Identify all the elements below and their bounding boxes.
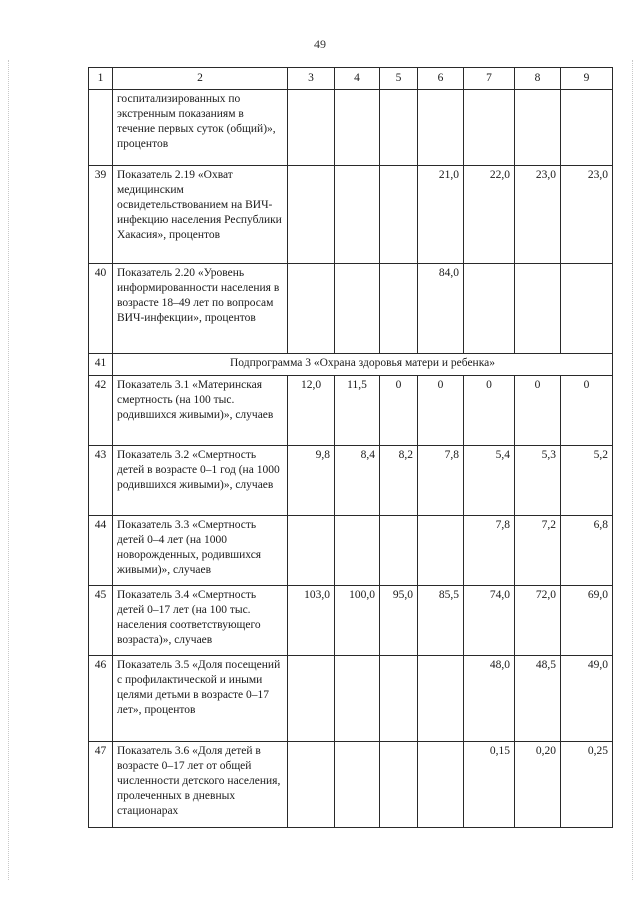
value-cell	[464, 264, 515, 354]
value-cell	[561, 264, 613, 354]
value-cell: 100,0	[335, 586, 380, 656]
row-number: 41	[89, 354, 113, 376]
value-cell	[288, 90, 335, 166]
row-number: 46	[89, 656, 113, 742]
indicator-description: Показатель 3.1 «Материнская смертность (на 100 тыс. родившихся живыми)», случаев	[113, 376, 288, 446]
value-cell	[464, 90, 515, 166]
row-number: 39	[89, 166, 113, 264]
value-cell	[335, 90, 380, 166]
column-header: 7	[464, 68, 515, 90]
page-number: 49	[314, 37, 326, 51]
indicator-description: Показатель 3.5 «Доля посещений с профилактической и иными целями детьми в возрасте 0–17 лет», процентов	[113, 656, 288, 742]
value-cell: 23,0	[561, 166, 613, 264]
value-cell: 0	[418, 376, 464, 446]
subprogram-row	[89, 354, 613, 376]
value-cell: 103,0	[288, 586, 335, 656]
value-cell: 6,8	[561, 516, 613, 586]
value-cell: 7,8	[418, 446, 464, 516]
column-header: 5	[380, 68, 418, 90]
value-cell	[335, 742, 380, 828]
value-cell	[335, 166, 380, 264]
subprogram-title: Подпрограмма 3 «Охрана здоровья матери и ребенка»	[113, 354, 613, 376]
value-cell: 69,0	[561, 586, 613, 656]
value-cell: 49,0	[561, 656, 613, 742]
value-cell	[418, 516, 464, 586]
value-cell: 23,0	[515, 166, 561, 264]
value-cell: 7,8	[464, 516, 515, 586]
table-row	[89, 516, 613, 586]
value-cell: 8,4	[335, 446, 380, 516]
row-number: 43	[89, 446, 113, 516]
value-cell	[380, 656, 418, 742]
value-cell	[335, 656, 380, 742]
indicator-description: госпитализированных по экстренным показаниям в течение первых суток (общий)», процентов	[113, 90, 288, 166]
value-cell: 5,3	[515, 446, 561, 516]
row-number: 45	[89, 586, 113, 656]
column-header: 6	[418, 68, 464, 90]
value-cell	[380, 166, 418, 264]
row-number	[89, 90, 113, 166]
table-row	[89, 166, 613, 264]
value-cell: 95,0	[380, 586, 418, 656]
value-cell: 0	[515, 376, 561, 446]
value-cell	[335, 516, 380, 586]
column-header: 8	[515, 68, 561, 90]
column-header-row	[89, 68, 613, 90]
value-cell: 48,0	[464, 656, 515, 742]
table-row	[89, 90, 613, 166]
value-cell: 0,15	[464, 742, 515, 828]
value-cell	[380, 264, 418, 354]
value-cell	[418, 742, 464, 828]
indicator-description: Показатель 2.19 «Охват медицинским освидетельствованием на ВИЧ-инфекцию населения Республики Хакасия», процентов	[113, 166, 288, 264]
value-cell: 8,2	[380, 446, 418, 516]
table-row	[89, 586, 613, 656]
column-header: 2	[113, 68, 288, 90]
indicator-description: Показатель 3.4 «Смертность детей 0–17 лет (на 100 тыс. населения соответствующего возраста)», случаев	[113, 586, 288, 656]
indicator-description: Показатель 3.6 «Доля детей в возрасте 0–17 лет от общей численности детского населения, пролеченных в дневных стационарах	[113, 742, 288, 828]
value-cell	[288, 516, 335, 586]
table-row	[89, 376, 613, 446]
value-cell: 7,2	[515, 516, 561, 586]
table-row	[89, 264, 613, 354]
indicator-description: Показатель 2.20 «Уровень информированности населения в возрасте 18–49 лет по вопросам ВИЧ-инфекции», процентов	[113, 264, 288, 354]
value-cell	[288, 264, 335, 354]
value-cell	[288, 742, 335, 828]
value-cell	[418, 656, 464, 742]
value-cell: 0	[380, 376, 418, 446]
value-cell: 0,25	[561, 742, 613, 828]
value-cell	[380, 90, 418, 166]
value-cell: 85,5	[418, 586, 464, 656]
scan-edge-left	[8, 60, 10, 880]
value-cell: 21,0	[418, 166, 464, 264]
value-cell: 5,4	[464, 446, 515, 516]
value-cell	[335, 264, 380, 354]
value-cell	[288, 166, 335, 264]
value-cell	[418, 90, 464, 166]
value-cell: 74,0	[464, 586, 515, 656]
value-cell	[380, 742, 418, 828]
value-cell: 22,0	[464, 166, 515, 264]
value-cell: 0	[464, 376, 515, 446]
value-cell: 9,8	[288, 446, 335, 516]
row-number: 40	[89, 264, 113, 354]
indicator-description: Показатель 3.3 «Смертность детей 0–4 лет (на 1000 новорожденных, родившихся живыми)», случаев	[113, 516, 288, 586]
scan-edge-right	[632, 60, 634, 880]
value-cell: 0	[561, 376, 613, 446]
column-header: 9	[561, 68, 613, 90]
row-number: 42	[89, 376, 113, 446]
value-cell: 11,5	[335, 376, 380, 446]
table-row	[89, 742, 613, 828]
table-row	[89, 656, 613, 742]
indicator-description: Показатель 3.2 «Смертность детей в возрасте 0–1 год (на 1000 родившихся живыми)», случаев	[113, 446, 288, 516]
row-number: 47	[89, 742, 113, 828]
value-cell	[515, 90, 561, 166]
value-cell: 0,20	[515, 742, 561, 828]
column-header: 3	[288, 68, 335, 90]
value-cell: 12,0	[288, 376, 335, 446]
indicators-table	[88, 67, 613, 828]
value-cell: 5,2	[561, 446, 613, 516]
value-cell: 84,0	[418, 264, 464, 354]
value-cell	[561, 90, 613, 166]
value-cell	[515, 264, 561, 354]
table-row	[89, 446, 613, 516]
value-cell: 72,0	[515, 586, 561, 656]
column-header: 1	[89, 68, 113, 90]
value-cell: 48,5	[515, 656, 561, 742]
value-cell	[288, 656, 335, 742]
value-cell	[380, 516, 418, 586]
row-number: 44	[89, 516, 113, 586]
column-header: 4	[335, 68, 380, 90]
